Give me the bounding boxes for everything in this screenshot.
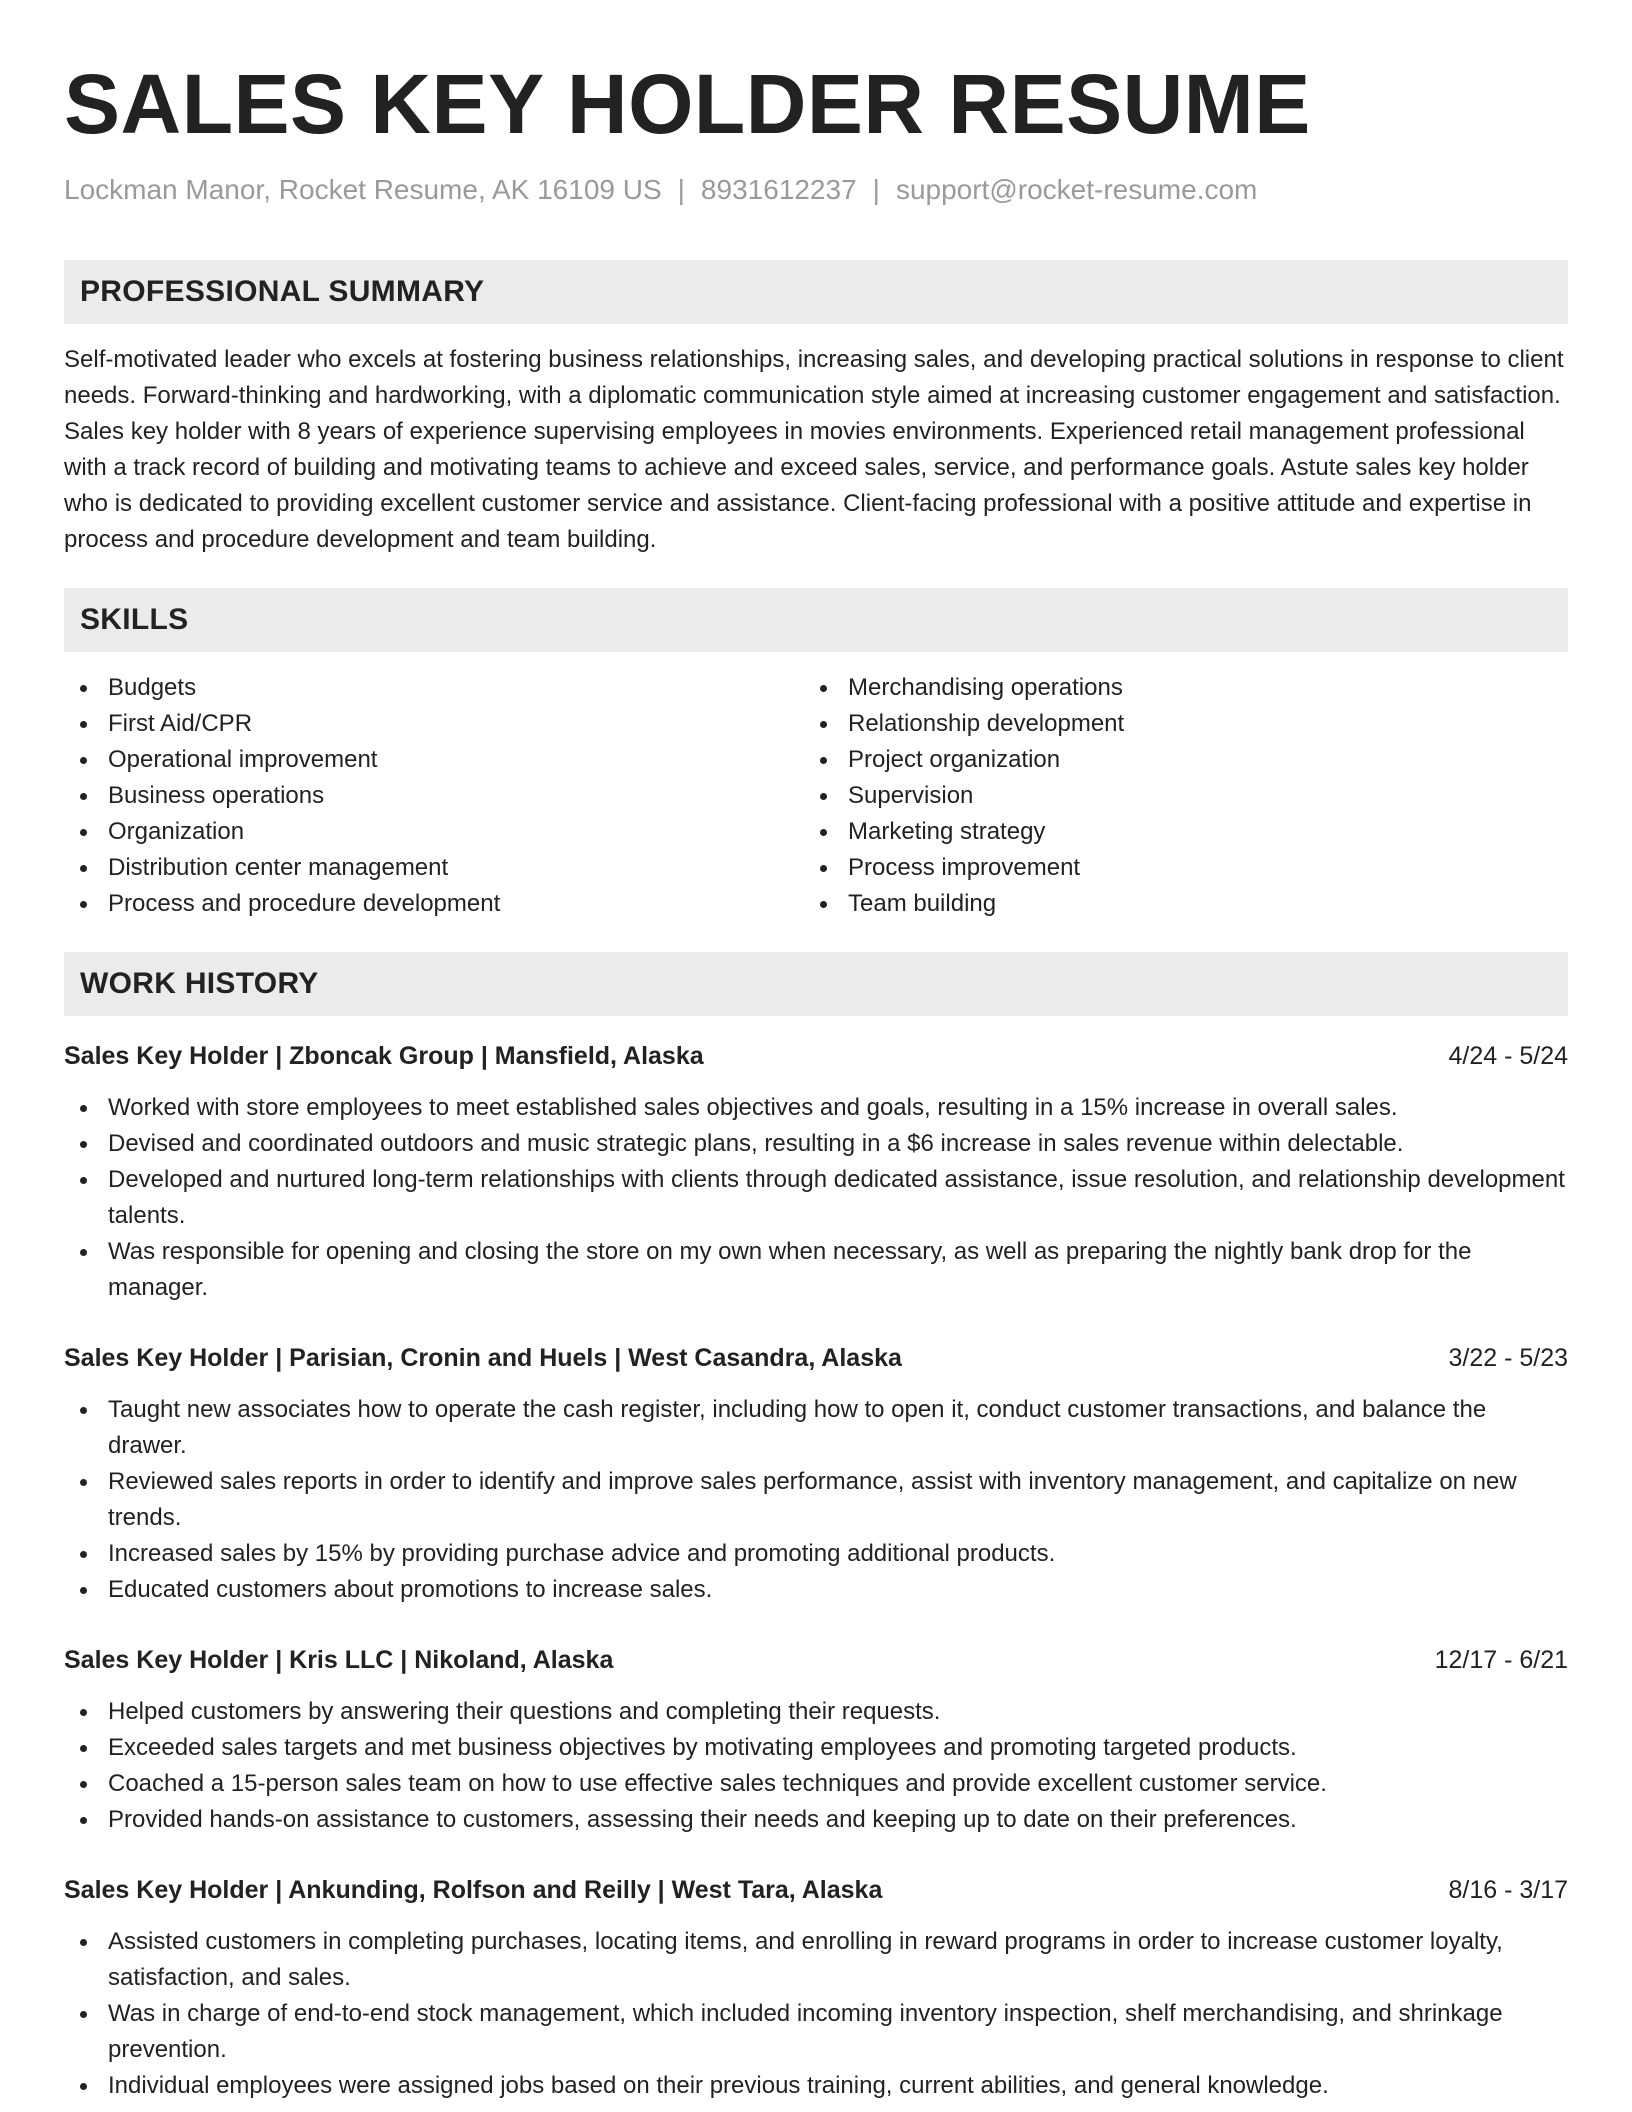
skill-item: Project organization xyxy=(804,742,1544,778)
duty-item: Provided hands-on assistance to customers, assessing their needs and keeping up to date on their preferences. xyxy=(64,1802,1568,1838)
skill-item: Process and procedure development xyxy=(64,886,804,922)
job-duties xyxy=(64,1694,1568,1838)
skill-item: Business operations xyxy=(64,778,804,814)
job-title: Sales Key Holder | Kris LLC | Nikoland, Alaska xyxy=(64,1646,614,1674)
job-dates: 12/17 - 6/21 xyxy=(1434,1646,1568,1674)
duty-item: Worked with store employees to meet established sales objectives and goals, resulting in a 15% increase in overall sales. xyxy=(64,1090,1568,1126)
job-dates: 3/22 - 5/23 xyxy=(1448,1344,1568,1372)
job-duties xyxy=(64,1924,1568,2104)
job-duties xyxy=(64,1090,1568,1306)
duty-item: Reviewed sales reports in order to identify and improve sales performance, assist with inventory management, and capitalize on new trends. xyxy=(64,1464,1568,1536)
job-dates: 8/16 - 3/17 xyxy=(1448,1876,1568,1904)
skills-list xyxy=(64,670,1568,922)
contact-separator: | xyxy=(872,174,880,205)
skills-column-left xyxy=(64,670,804,922)
duty-item: Exceeded sales targets and met business objectives by motivating employees and promoting targeted products. xyxy=(64,1730,1568,1766)
skill-item: Marketing strategy xyxy=(804,814,1544,850)
contact-email: support@rocket-resume.com xyxy=(895,174,1258,205)
duty-item: Helped customers by answering their questions and completing their requests. xyxy=(64,1694,1568,1730)
skill-item: Relationship development xyxy=(804,706,1544,742)
duty-item: Educated customers about promotions to increase sales. xyxy=(64,1572,1568,1608)
skill-item: Budgets xyxy=(64,670,804,706)
job-header xyxy=(64,1642,1568,1678)
contact-address: Lockman Manor, Rocket Resume, AK 16109 US xyxy=(64,174,662,205)
contact-phone: 8931612237 xyxy=(700,174,857,205)
job-header xyxy=(64,1872,1568,1908)
skill-item: Organization xyxy=(64,814,804,850)
skill-item: First Aid/CPR xyxy=(64,706,804,742)
job-entry xyxy=(64,1642,1568,1838)
job-entry xyxy=(64,1340,1568,1608)
job-header xyxy=(64,1340,1568,1376)
resume-title: SALES KEY HOLDER RESUME xyxy=(64,57,1311,151)
duty-item: Individual employees were assigned jobs based on their previous training, current abilities, and general knowledge. xyxy=(64,2068,1568,2104)
duty-item: Assisted customers in completing purchases, locating items, and enrolling in reward programs in order to increase customer loyalty, satisfaction, and sales. xyxy=(64,1924,1568,1996)
job-title: Sales Key Holder | Zboncak Group | Mansfield, Alaska xyxy=(64,1042,704,1070)
contact-line xyxy=(64,172,1568,208)
skill-item: Process improvement xyxy=(804,850,1544,886)
duty-item: Was in charge of end-to-end stock management, which included incoming inventory inspection, shelf merchandising, and shrinkage prevention. xyxy=(64,1996,1568,2068)
job-duties xyxy=(64,1392,1568,1608)
summary-text: Self-motivated leader who excels at fostering business relationships, increasing sales, and developing practical solutions in response to client needs. Forward-thinking and hardworking, with a diplomatic communication style aimed at increasing customer engagement and satisfaction. Sales key holder with 8 years of experience supervising employees in movies environments. Experienced retail management professional with a track record of building and motivating teams to achieve and exceed sales, service, and performance goals. Astute sales key holder who is dedicated to providing excellent customer service and assistance. Client-facing professional with a positive attitude and expertise in process and procedure development and team building. xyxy=(64,346,1564,553)
skill-item: Distribution center management xyxy=(64,850,804,886)
skill-item: Operational improvement xyxy=(64,742,804,778)
duty-item: Increased sales by 15% by providing purchase advice and promoting additional products. xyxy=(64,1536,1568,1572)
skills-column-right xyxy=(804,670,1544,922)
skills-heading: SKILLS xyxy=(64,588,1568,652)
contact-separator: | xyxy=(677,174,685,205)
skill-item: Team building xyxy=(804,886,1544,922)
duty-item: Coached a 15-person sales team on how to use effective sales techniques and provide excellent customer service. xyxy=(64,1766,1568,1802)
summary-heading: PROFESSIONAL SUMMARY xyxy=(64,260,1568,324)
job-dates: 4/24 - 5/24 xyxy=(1448,1042,1568,1070)
work-history-heading: WORK HISTORY xyxy=(64,952,1568,1016)
skill-item: Supervision xyxy=(804,778,1544,814)
job-title: Sales Key Holder | Parisian, Cronin and Huels | West Casandra, Alaska xyxy=(64,1344,902,1372)
duty-item: Taught new associates how to operate the cash register, including how to open it, conduct customer transactions, and balance the drawer. xyxy=(64,1392,1568,1464)
job-header xyxy=(64,1038,1568,1074)
duty-item: Was responsible for opening and closing the store on my own when necessary, as well as preparing the nightly bank drop for the manager. xyxy=(64,1234,1568,1306)
duty-item: Devised and coordinated outdoors and music strategic plans, resulting in a $6 increase in sales revenue within delectable. xyxy=(64,1126,1568,1162)
job-entry xyxy=(64,1038,1568,1306)
duty-item: Developed and nurtured long-term relationships with clients through dedicated assistance, issue resolution, and relationship development talents. xyxy=(64,1162,1568,1234)
job-entry xyxy=(64,1872,1568,2104)
skill-item: Merchandising operations xyxy=(804,670,1544,706)
job-title: Sales Key Holder | Ankunding, Rolfson and Reilly | West Tara, Alaska xyxy=(64,1876,883,1904)
